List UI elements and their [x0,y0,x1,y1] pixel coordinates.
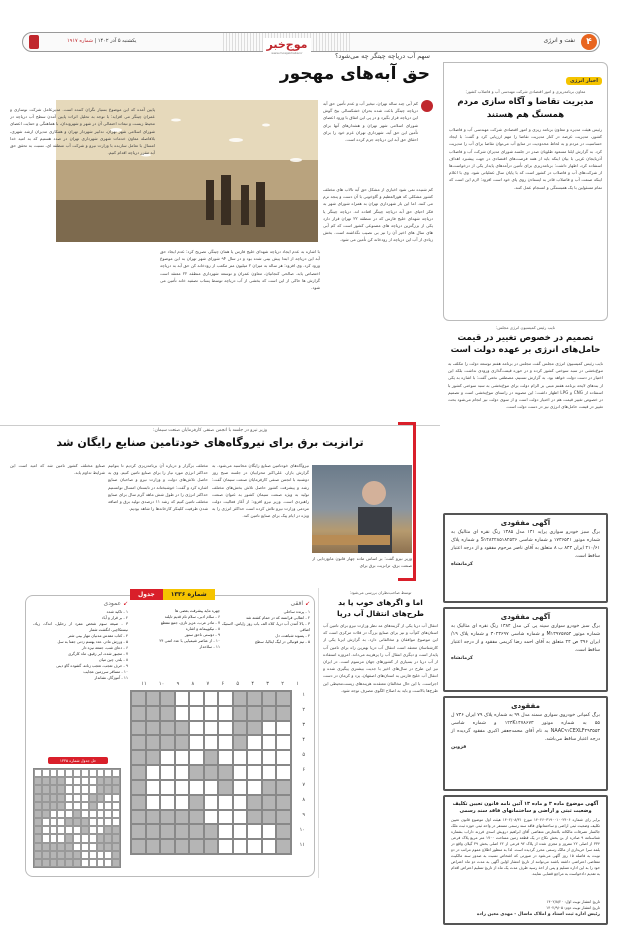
h-clue-1: ۱ - پرنده ساحلی [283,609,310,614]
issue-number: شماره ۱۹۱۷ [67,38,93,44]
main-col-1: کم شنیده نمی شود اخباری از مشکل حق آبه تالاب های مختلف کشور مشکلی که هورالعظیم و گاوخونی با آن دست و پنجه نرم می کنند. اما این بار شهرداری تهران به همراه شورای شهر به فکر احیای حق آبه دریاچه چیتگر افتاده اند. دریاچه چیتگر یا دریاچه شهدای خلیج فارس که در منطقه ۲۲ تهران قرار دارد یکی از بزرگترین دریاچه های مصنوعی کشور است که کم آبی های سال های اخیر آن را نیز بی نصیب نگذاشته است. بخش زیادی از آب این دریاچه از رودخانه کن تأمین می شود. [323,187,433,243]
arrow-icon: ↙ [304,600,310,607]
arrow-icon: ↙ [122,600,128,607]
main-lead-column [323,100,433,396]
article-kicker: نایب رئیس کمیسیون انرژی مجلس: [495,325,555,330]
lost-ad-2[interactable] [443,607,608,692]
col-num: ۱ [296,681,299,687]
col-num: ۲ [281,681,284,687]
water-demand-article[interactable] [443,62,608,321]
issue-date: یکشنبه ۵ آذر ۱۴۰۲ | شماره ۱۹۱۷ [67,38,137,44]
main-article-header [160,52,430,84]
main-title: حق آبه‌های مهجور [279,64,430,84]
column-numbers [135,681,305,687]
ad-body: برگ کمپانی خودروی سواری سمند مدل ۹۹ به شماره پلاک ۷۹ ایران ۷۳۶ ل ۵۵ به شماره موتور ۱۲۴K۱۴۷۸۶۷۳ و شماره شاسی NAAC۹۱CEXLF۴۹۳۵۵۳ به نام آقای محمدجعفر اکبری مفقود گردیده از درجه اعتبار ساقط می‌باشد. [451,713,600,742]
main-lead: کم آبی چند ساله تهران، تبخیر آب و عدم تأمین حق آبه دریاچه چیتگر باعث شده بحران خشکسالی بیخ گوش این دریاچه قرار بگیرد و در پی این اتفاق با ورود اعضای شورای اسلامی شهر تهران و هشدارهای آنها برای تأمین این حق آبه، شهرداری تهران عزم خود را برای احقاق حق آبه این دریاچه جزم کرده است. [323,101,418,143]
h-clue-2: ۲ - انقلابی فرانسه که در حمام کشته شد [245,615,310,620]
horizontal-clues-cont [135,608,220,650]
section-name: نفت و انرژی [543,37,575,44]
row-num: ۵ [302,752,305,758]
article-title: تصمیم در خصوص تغییر در قیمت حامل‌های انرژی بر عهده دولت است [450,333,601,355]
h-clue-10: ۱۰ - از عناصر شیمیایی با عدد اتمی ۲۴ [159,638,220,643]
power-title: ترانزیت برق برای نیروگاه‌های خودتامین صنایع رایگان شد [56,436,364,449]
v-clue-8: ۸ - بلدر، چین میان [98,657,128,662]
water-drop-icon [421,100,433,112]
vertical-title: عمودی [103,600,122,607]
col-num: ۳ [266,681,269,687]
col-num: ۹ [176,681,180,687]
v-clue-9: ۹ - حرف تعجب، تعجب زنانه، گشوده گاو دینی [56,663,128,668]
energy-price-article[interactable] [443,321,608,509]
row-num: ۱۱ [299,842,305,848]
transfer-body: انتقال آب دریا یکی از گزینه‌های مد نظر وزارت نیرو برای تامین آب استان‌های کم‌آب و نیز برای صنایع بزرگ در فلات مرکزی است که این موضوع موافقان و مخالفانی دارد. به گزارش ایرنا یکی از کارشناسان معتقد است انتقال آب دریا بهترین راه برای تامین آب پایدار است و دیگری انتقال آب را پرهزینه می‌داند. امروزه استفاده از آب دریا در بسیاری از کشورهای جهان مرسوم است. در ایران نیز این طرح در سال‌های اخیر با جدیت بیشتری پیگیری شده و انتقال آب خلیج فارس به استان‌های اصفهان، یزد و کرمان در دست اجراست. با این حال مخالفان معتقدند هزینه‌های زیست‌محیطی این طرح‌ها بالاست و باید به اصلاح الگوی مصرف توجه شود. [323,623,438,693]
main-kicker: سهم آب دریاچه چیتگر چه می‌شود؟ [334,52,430,60]
pdf-icon[interactable] [29,35,39,49]
v-clue-11: ۱۱ - آموزگار، نشاندار [94,675,128,680]
col-num: ۶ [221,681,225,687]
solution-grid [33,768,121,868]
article-kicker: معاون برنامه‌ریزی و امور اقتصادی شرکت مهندسی آب و فاضلاب کشور: [465,89,586,94]
v-clue-3: ۳ - صیغه سوم شخص مفرد از رحلیل، اندک، زیاد، نیستکاچیر، انگشت شمار [33,621,128,632]
row-num: ۱۰ [299,827,305,833]
ad-city: کرمانشاه [451,562,473,567]
minister-photo [312,465,412,553]
ad-body: برابر رای شماره ۱۴۰۲۶۰۳۱۹۰۰۱۰۰۲۴۰۶ مورخ ۱۴۰۲/۰۸/۳۱ هیئت اول موضوع قانون تعیین تکلیف وضعیت ثبتی اراضی و ساختمانهای فاقد سند رسمی مستقر در واحد ثبتی حوزه ثبت ملک جالسار تصرفات مالکانه بلامعارض متقاضی آقای ابراهیم درویش اسدی فرزند داراب بشماره شناسنامه ۹ صادره از بن بخش نکاح در یک قطعه زمین مساحت ۱۷۰۰ متر مربع پلاک فرعی ۳۳۴ از اصلی ۲۲ مفروز و مجزی شده از پلاک ۹۲ فرعی از ۲۲ اصلی بخش ۳۹ گیلان واقع در بلمه سرا خریداری از مالک رسمی محرز گردیده است. لذا به منظور اطلاع عموم مراتب در دو نوبت به فاصله ۱۵ روز آگهی می‌شود در صورتی که اشخاص نسبت به صدور سند مالکیت متقاضی اعتراضی داشته باشند می‌توانند از تاریخ انتشار اولین آگهی به مدت دو ماه اعتراض خود را به این اداره تسلیم و پس از اخذ رسید ظرف مدت یک ماه از تاریخ تسلیم اعتراض اقدام به تقدیم دادخواست به مراجع قضایی نمایند. [451,817,600,876]
page-header [22,32,600,55]
power-col-2: مختلف برگزار و درباره آن برنامه‌ریزی کردیم تا بتوانیم حداکثر انرژی مورد نیاز را برای صنایع تامین کنیم. وی به حاصل تلاش‌های دولت و وزارت نیرو و صاحبان صنایع اشاره کرد و گفت: خوشبختانه در تابستان امسال توانستیم حداکثر انرژی را در طول شش ماهه گرم سال برای صنایع مختلف تامین کنیم که رشد ۱۱ درصدی تولید برق و اضافه شدن ظرفیت کلینکر کارخانه‌ها را شاهد بودیم. [108,463,208,512]
column-divider [318,588,319,878]
row-num: ۸ [302,797,305,803]
h-clue-4: ۴ - پسوند شباهت، دل [275,633,310,638]
power-col-1: نیروگاه‌های خودتامین صنایع رایگان محاسبه می‌شود. به گزارش بازار، علی‌اکبر محرابیان در جلسه صبح روز دوشنبه با انجمن صنفی کارفرمایان صنعت سیمان گفت: رشد و پیشرفت کشور حاصل تلاش بخش‌های مختلف تولید به ویژه صنعت سیمان کشور به عنوان صنعت راهبردی است. وزیر نیرو افزود: از آغاز فعالیت دولت مردمی وزارت نیرو تلاش کرده است حداکثر انرژی را به ویژه در ایام پیک برای صنایع تامین کند. [212,463,309,519]
row-num: ۲ [302,707,305,713]
date-text: یکشنبه ۵ آذر ۱۴۰۲ [97,38,137,44]
newspaper-logo[interactable] [223,33,351,55]
power-col-3: صنایع مختلف کشور تامین شد که امید است این شرایط تداوم یابد. [10,463,105,476]
h-clue-11: ۱۱ - سلاحدار [199,644,220,649]
h-clue-cont: چهره مایه پیشرفت بعضی ها [174,608,220,613]
ad-body: برگ سبز خودرو سواری سپند پی کی مدل ۱۳۸۴ رنگ نقره ای متالیک به شماره موتور M۱۳۹۷۵۷۵۴ و شماره شاسی ۳۰۲۳۶۹۷ و شماره پلاک ۱۹/ایران ۳۹۶ ص ۲۴ متعلق به آقای احمد رضا کریمی مفقود و از درجه اعتبار ساقط است. [451,624,600,653]
ad-title: مفقودی [511,702,540,710]
row-num: ۶ [302,767,305,773]
horizontal-clues [222,600,310,645]
article-body: نایب رئیس کمیسیون انرژی مجلس گفت مجلس در برنامه هفتم توسعه دولت را مکلف به تنوع‌بخشی در سبد سوختی کشور کرده و در حوزه قیمت‌گذاری ورودی نداشت بلکه این اختیار در دست دولت خواهد بود. به گزارش تسنیم، مصطفی نخعی گفت: با اشاره به یکی از بندهای لایحه برنامه هفتم مبنی بر الزام دولت برای تنوع‌بخشی به سبد سوختی کشور با استفاده از CNG و LPG اظهار داشت: این مصوبه در راستای تنوع‌بخشی است و تصمیم در خصوص تغییر قیمت هم در اختیار دولت است و از سوی دولت نیز انجام می‌شود بحث تغییر در قیمت حامل‌های انرژی نیز در دست دولت است. [448,361,603,410]
main-col-3: پایین آمده که این موضوع بسیار نگران کننده است. مدیرعامل شرکت نوسازی و عمران چیتگر می افزاید: با توجه به تحلیل اثرات پایین آمدن سطح آب دریاچه در محیط زیست و تبعات احتمالی آن در شهر و شهروندان، با هماهنگی و حمایت اعضای شورای اسلامی شهر تهران، تدابیر شهردار تهران و همکاری مدیران ارشد شهری، بلافاصله معاون خدمات شهری شهرداری تهران در صدد هستیم که به امید خدا امسال با تعامل سازنده با وزارت نیرو و شرکت آب منطقه ای، نسبت به تحقق حق آبه مقرر دریاچه اقدام کنیم. [10,107,155,156]
ad-city: کرمانشاه [451,656,473,661]
col-num: ۴ [251,681,255,687]
lost-ad-3[interactable] [443,696,608,791]
ad-title: آگهی مفقودی [500,519,551,527]
row-num: ۷ [302,782,305,788]
v-clue-4: ۴ - کتاب مقدس مدنیان مهار بینی شتر [67,633,128,638]
ad-body: برگ سبز خودرو سواری پراید ۱۳۱ مدل ۱۳۸۵ رنگ نقره ای متالیک به شماره موتور ۱۷۳۶۵۴۱ و شماره شاسی S۱۴۸۲۲۸۵۱۸۲۵۳۶ و شماره پلاک ۲۱۰/۶۱ ایران ۸۴۳ ب ۸ متعلق به آقای ناصر مرحوم مفقود و از درجه اعتبار ساقط است. [451,530,601,559]
h-clue-3: ۳ - بالا آمدن آب دریا، کلاه الف باب روز زاپاس، لاستیک اضافی [222,621,310,632]
main-col-2: با اشاره به عدم ایجاد دریاچه شهدای خلیج فارس یا همان چیتگر، تصریح کرد: عدم ایجاد حق آبه این دریاچه از ابتدا پیش بینی شده بود و در سال ۹۴ شورای شهر تهران به این موضوع ورود کرد. وی افزود: هر ساله به میزان ۲ میلیون متر مکعب از رودخانه کن حق آبه به دریاچه اختصاص یابد. صالحی کنجانیان، معاون عمران و توسعه شهرداری منطقه ۲۲ معتقد است گزارش ها حاکی از این است که بخشی از آب دریاچه توسط پساب تصفیه خانه تأمین می شود. [160,249,320,291]
minister-at-podium-image [312,465,412,553]
col-num: ۷ [206,681,210,687]
row-num: ۹ [302,812,305,818]
crossword-label [130,589,215,600]
vertical-heading [33,600,128,607]
h-clue-7: ۷ - مادر عرب، عزیز تازی، جمع مقطع [160,620,220,625]
transfer-title: اما و اگرهای خوب یا بد طرح‌های انتقال آب دریا [337,598,424,618]
registry-ad[interactable] [443,795,608,925]
v-clue-10: ۱۰ - مسافر سرزمین عجایب [83,669,128,674]
row-num: ۳ [302,722,305,728]
article-title: مدیریت تقاضا و آگاه سازی مردم همسنگ هم هستند [457,97,594,120]
row-num: ۱ [302,692,305,698]
ad-signature: رئیس اداره ثبت اسناد و املاک ماسال - مهدی معین زاده [476,912,600,917]
ad-title: آگهی مفقودی [500,613,551,621]
col-num: ۱۰ [158,681,165,687]
ad-city: قزوین [451,745,467,750]
ad-date-2: تاریخ انتشار نوبت دوم: ۱۴۰۲/۹/۰۵ [546,905,600,910]
h-clue-6: ۶ - سلام ادبی، سلام نام قدیم تایلند [164,614,220,619]
v-clue-2: ۲ - بر قرار و آباد [101,615,128,620]
logo-url: www.mowjekhabar.ir [271,51,303,55]
page-number: ۴ [581,34,597,50]
transfer-kicker: توسط صاحب‌نظران بررسی می‌شود: [349,590,412,595]
h-clue-9: ۹ - دوستی ناحق ستور [184,632,220,637]
ad-title: آگهی موضوع ماده ۳ و ماده ۱۳ آئین نامه قانون تعیین تکلیف وضعیت ثبتی و اراضی و ساختمانهای فاقد سند رسمی [452,801,599,814]
horizontal-title: افقی [290,600,304,607]
right-column [443,62,608,929]
v-clue-7: ۷ - مجبور شده، ابر رقیق، ماه کارگری [68,651,128,656]
power-article-header [10,428,410,449]
col-num: ۱۱ [141,681,147,687]
row-numbers [293,692,305,857]
crossword-title: جدول [130,589,163,600]
water-transfer-article[interactable] [323,590,438,877]
v-clue-6: ۶ - دعای شب، جمعه نیزه دار [81,645,128,650]
h-clue-5: ۵ - تیم فوتبالی در لیگ ایتالیا، سطح [254,639,310,644]
row-num: ۴ [302,737,305,743]
ad-date-1: تاریخ انتشار نوبت اول: ۱۴۰۲/۸/۲۰ [546,899,600,904]
photo-caption: وزیر نیرو گفت: بر اساس ماده چهار قانون مانع‌زدایی از صنعت برق، ترانزیت برق برای [312,556,412,569]
col-num: ۵ [236,681,240,687]
horizontal-heading [222,600,310,607]
v-clue-1: ۱ - تاکید شده [106,609,128,614]
article-body: رئیس هیئت مدیره و معاون برنامه ریزی و امور اقتصادی شرکت مهندسی آب و فاضلاب کشور، مدیریت عرضه در کنار مدیریت تقاضا را مهم ارزیابی کرد و گفت: با ایجاد حساسیت در مردم و به لحاظ محدودیت در منابع آب می‌توان تقاضا برای آب را مدیریت کرد. به گزارش ایلنا مسعود طلوبان صدر در جلسه شورای مدیران شرکت آب و فاضلاب آذربایجان غربی با بیان اینکه باید از همه فرصت‌های اقتصادی در جهت پیشبرد اهداف استفاده کرد، اظهار داشت: برنامه‌ریزی برای تأمین درآمدهای پایدار یکی از درخواست‌ها از شرکت‌های آب و فاضلاب در کشور است که با پایان سال عملیاتی شود. وی با اعلام اینکه صنعت آب و فاضلاب قادر به ایستادن روی پای خود است افزود: لازم این است که تمام مسئولین با یک همبستگی و انسجام عمل کنند. [449,127,602,190]
lost-ad-1[interactable] [443,513,608,603]
v-clue-5: ۵ - ورزش مادر، عدد بهسم زدنی جفتا به سل [57,639,128,644]
logo-text: موج‌خبر [263,38,312,52]
divider [0,425,440,426]
col-num: ۸ [191,681,195,687]
vertical-clues [33,600,128,681]
section-tag: اخبار انرژی [566,77,602,85]
solution-label: حل جدول شماره ۱۳۳۵ [48,757,108,764]
h-clue-8: ۸ - نیکوپیمانه و اشاره [185,626,220,631]
red-accent-top [398,422,416,425]
crossword-number: شماره ۱۳۳۶ [163,589,215,600]
power-kicker: وزیر نیرو در جلسه با انجمن صنفی کارفرمایان صنعت سیمان: [152,428,268,433]
crossword-grid[interactable] [130,690,292,855]
red-accent-bar [413,422,416,580]
red-accent-bottom [398,578,416,581]
